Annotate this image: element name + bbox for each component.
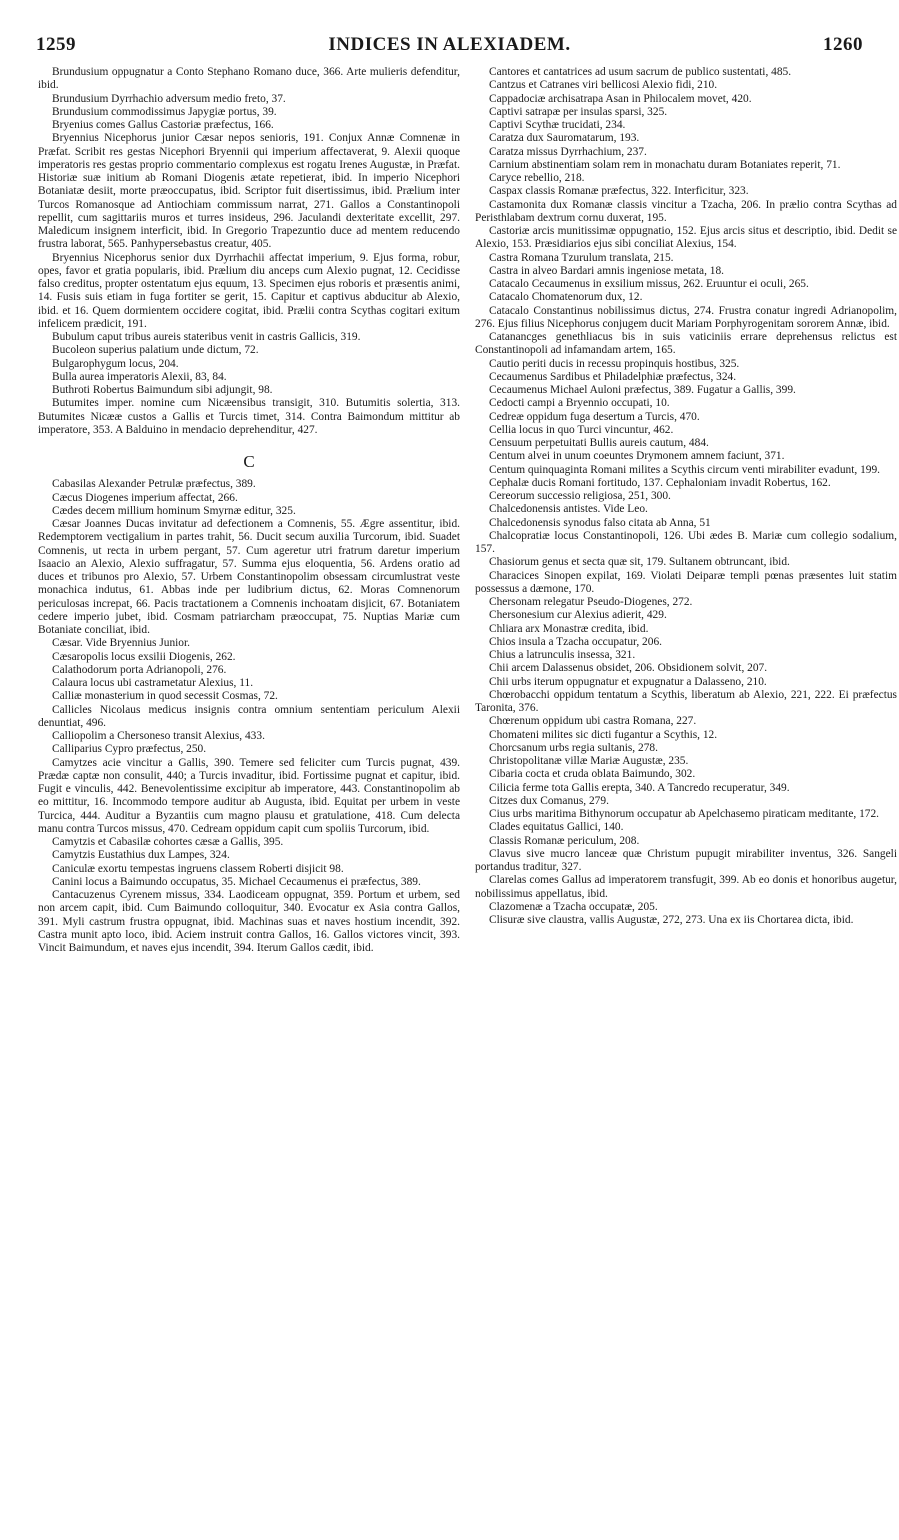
index-entry: Catacalo Constantinus nobilissimus dictus, 274. Frustra conatur ingredi Adrianopolim, 276. Ejus filius Nicephorus conjugem ducit Mariam Porphyrogenitam sororem Annæ, ibid. [475, 304, 897, 330]
index-entry: Cecaumenus Sardibus et Philadelphiæ præfectus, 324. [489, 370, 737, 383]
left-column-number: 1259 [36, 34, 76, 55]
index-entry: Cantzus et Catranes viri bellicosi Alexio fidi, 210. [489, 79, 718, 92]
index-entry: Cantores et cantatrices ad usum sacrum de publico sustentati, 485. [489, 66, 792, 78]
index-entry: Cæsar. Vide Bryennius Junior. [52, 637, 191, 650]
index-entry: Chalcedonensis synodus falso citata ab Anna, 51 [489, 516, 711, 529]
index-entry: Canini locus a Baimundo occupatus, 35. Michael Cecaumenus ei præfectus, 389. [52, 875, 421, 888]
index-entry: Camytzis et Cabasilæ cohortes cæsæ a Gallis, 395. [52, 836, 284, 848]
entries-letter-c [38, 478, 460, 955]
index-entry: Chœrenum oppidum ubi castra Romana, 227. [489, 715, 697, 728]
index-entry: Cilicia ferme tota Gallis erepta, 340. A Tancredo recuperatur, 349. [489, 781, 790, 794]
index-entry: Cantacuzenus Cyrenem missus, 334. Laodiceam oppugnat, 359. Portum et urbem, sed non arcem capit, ibid. Cum Baimundo colloquitur, 340. Evocatur ex Asia contra Gallos, 391. Myli castrum frustra oppugnat, ibid. Machinas suas et naves hostium incendit, 392. Castra munit apto loco, ibid. Aciem instruit contra Gallos, 16. Gallos victores vincit, 393. Vincit Baimundum, et naves ejus incendit, 394. Iterum Gallos cædit, ibid. [38, 889, 460, 954]
index-entry: Caryce rebellio, 218. [489, 172, 585, 184]
index-entry: Cæsar Joannes Ducas invitatur ad defectionem a Comnenis, 55. Ægre assentitur, ibid. Redemptorem vectigalium in partes trahit, 56. Ducit secum auxilia Turcorum, ibid. Suadet Comnenis, ut recta in urbem pergant, 57. Cum ageretur utri fratrum daretur imperium Isaacio an Alexio, Alexio suffragatur, 57. Summa ejus eloquentia, 56. Ardens oratio ad duces et tribunos pro Alexio, 57. Urbem Constantinopolim obsessam circumlustrat veste monachica indutus, 61. Abbas inde per ludibrium dictus, 62. Moras Comnenorum periculosas increpat, 66. Pacis tractationem a Comnenis inchoatam disjicit, 67. Botaniatem cedere imperio jubet, ibid. Cosmam patriarcham præoccupat, 75. Nuptias Mariæ cum Botaniate conciliat, ibid. [38, 518, 460, 636]
index-entry: Chœrobacchi oppidum tentatum a Scythis, liberatum ab Alexio, 221, 222. Ei præfectus Taronita, 376. [475, 688, 897, 714]
index-entry: Catanancges genethliacus bis in suis vaticiniis errare deprehensus relictus est Constantinopoli ad infamandam artem, 165. [475, 331, 897, 357]
index-entry: Cibaria cocta et cruda oblata Baimundo, 302. [489, 768, 696, 781]
index-entry: Citzes dux Comanus, 279. [489, 794, 609, 807]
index-entry: Bubulum caput tribus aureis stateribus venit in castris Gallicis, 319. [52, 331, 361, 343]
index-entry: Buthroti Robertus Baimundum sibi adjungit, 98. [52, 384, 273, 396]
index-entry: Cæcus Diogenes imperium affectat, 266. [52, 491, 238, 504]
index-entry: Brundusium Dyrrhachio adversum medio freto, 37. [52, 92, 286, 105]
index-entry: Clades equitatus Gallici, 140. [489, 821, 624, 834]
index-entry: Chius a latrunculis insessa, 321. [489, 649, 636, 661]
index-entry: Castoriæ arcis munitissimæ oppugnatio, 152. Ejus arcis situs et descriptio, ibid. Dedit se Alexio, 153. Præsidiarios ejus sibi conciliat Alexius, 154. [475, 225, 897, 251]
index-entry: Chalcopratiæ locus Constantinopoli, 126. Ubi ædes B. Mariæ cum collegio sodalium, 157. [475, 529, 897, 555]
index-entry: Clazomenæ a Tzacha occupatæ, 205. [489, 900, 658, 913]
index-entry: Chersonesium cur Alexius adierit, 429. [489, 609, 667, 622]
index-entry: Brundusium commodissimus Japygiæ portus, 39. [52, 105, 277, 118]
index-entry: Captivi satrapæ per insulas sparsi, 325. [489, 105, 668, 118]
index-entry: Castra Romana Tzurulum translata, 215. [489, 251, 674, 264]
index-entry: Clisuræ sive claustra, vallis Augustæ, 272, 273. Una ex iis Chortarea dicta, ibid. [489, 914, 854, 926]
index-entry: Chii urbs iterum oppugnatur et expugnatur a Dalasseno, 210. [489, 675, 767, 688]
index-entry: Calliopolim a Chersoneso transit Alexius, 433. [52, 730, 265, 742]
index-entry: Chersonam relegatur Pseudo-Diogenes, 272. [489, 596, 693, 608]
index-entry: Calathodorum porta Adrianopoli, 276. [52, 663, 227, 676]
index-entry: Characices Sinopen expilat, 169. Violati Deiparæ templi pœnas præsentes luit statim possessus a dæmone, 170. [475, 569, 897, 595]
index-entry: Bulla aurea imperatoris Alexii, 83, 84. [52, 370, 227, 383]
index-entry: Camytzes acie vincitur a Gallis, 390. Temere sed feliciter cum Turcis pugnat, 439. Prædæ captæ non consulit, 440; a Turcis invaditur, ibid. Fortissime pugnat et capitur, ibid. Fugit e vinculis, 442. Benevolentissime excipitur ab imperatore, 443. Constantinopolim ab eo mittitur, 16. Incommodo tempore auditur ab Augusta, ibid. Equitat per urbem in veste Turcica, 444. Auditur a Byzantiis cum magno plausu et gratulatione, 418. Cum delecta manu contra Turcos missus, 470. Cedream oppidum capit cum spoliis Turcorum, ibid. [38, 756, 460, 835]
index-entry: Bulgarophygum locus, 204. [52, 357, 179, 370]
right-column [475, 66, 897, 927]
index-entry: Clavus sive mucro lanceæ quæ Christum pupugit mirabiliter inventus, 326. Sangeli portandus traditur, 327. [475, 847, 897, 873]
index-entry: Brundusium oppugnatur a Conto Stephano Romano duce, 366. Arte mulieris defenditur, ibid. [38, 66, 460, 92]
index-entry: Chalcedonensis antistes. Vide Leo. [489, 503, 648, 516]
index-entry: Cereorum successio religiosa, 251, 300. [489, 490, 671, 502]
index-entry: Cephalæ ducis Romani fortitudo, 137. Cephaloniam invadit Robertus, 162. [489, 476, 831, 489]
index-entry: Calaura locus ubi castrametatur Alexius, 11. [52, 677, 254, 689]
index-entry: Bryennius Nicephorus junior Cæsar nepos senioris, 191. Conjux Annæ Comnenæ in Præfat. Scribit res gestas Nicephori Bryennii qui imperium affectaverat, 9. Alexii quoque imperatoris res gestas proprio commentario complexus est rogatu Irenes Augustæ, in Præfat. Historiæ suæ initium ab Romani Diogenis ætate repetierat, ibid. In imperio Nicephori Botaniatæ desiit, morte præoccupatus, ibid. Scriptor fuit disertissimus, ibid. Prælium inter Turcos Romanosque ad Antiochiam commissum narrat, 271. Gallos a Constantinopoli repellit, cum sagittariis muros et turres insideus, 296. Jaculandi dexteritate excellit, 297. Maledicum insignem interficit, ibid. In Gregorio Trapezuntio duce ad mentem reducendo frustra laborat, 565. Panhypersebastus creatur, 405. [38, 132, 460, 251]
index-entry: Callicles Nicolaus medicus insignis contra omnium sententiam periculum Alexii denuntiat, 496. [38, 703, 460, 729]
index-entry: Bryenius comes Gallus Castoriæ præfectus, 166. [52, 119, 274, 131]
index-entry: Calliæ monasterium in quod secessit Cosmas, 72. [52, 690, 278, 703]
entries-letter-b [38, 66, 460, 437]
index-entry: Bucoleon superius palatium unde dictum, 72. [52, 344, 259, 357]
index-entry: Clarelas comes Gallus ad imperatorem transfugit, 399. Ab eo donis et honoribus augetur, nobilissimus appellatus, ibid. [475, 874, 897, 900]
page-header [36, 34, 863, 58]
index-entry: Caratza dux Sauromatarum, 193. [489, 132, 640, 145]
index-entry: Cædes decem millium hominum Smyrnæ editur, 325. [52, 504, 296, 517]
index-entry: Catacalo Chomatenorum dux, 12. [489, 291, 643, 304]
index-entry: Cius urbs maritima Bithynorum occupatur ab Apelchasemo piraticam meditante, 172. [489, 808, 880, 820]
index-entry: Chasiorum genus et secta quæ sit, 179. Sultanem obtruncant, ibid. [489, 556, 790, 569]
index-entry: Caniculæ exortu tempestas ingruens classem Roberti disjicit 98. [52, 862, 344, 875]
index-entry: Centum quinquaginta Romani milites a Scythis circum venti mirabiliter evadunt, 199. [489, 463, 881, 476]
index-entry: Cautio periti ducis in recessu propinquis hostibus, 325. [489, 357, 740, 370]
index-entry: Catacalo Cecaumenus in exsilium missus, 262. Eruuntur ei oculi, 265. [489, 278, 809, 290]
index-entry: Chios insula a Tzacha occupatur, 206. [489, 635, 662, 648]
index-entry: Carnium abstinentiam solam rem in monachatu duram Botaniates reperit, 71. [489, 158, 841, 171]
index-entry: Centum alvei in unum coeuntes Drymonem amnem faciunt, 371. [489, 450, 785, 463]
right-column-number: 1260 [823, 34, 863, 55]
index-entry: Chliara arx Monastræ credita, ibid. [489, 622, 649, 635]
index-entry: Caratza missus Dyrrhachium, 237. [489, 145, 647, 158]
entries-right-column [475, 66, 897, 927]
index-entry: Christopolitanæ villæ Mariæ Augustæ, 235. [489, 755, 689, 767]
index-entry: Castamonita dux Romanæ classis vincitur a Tzacha, 206. In prælio contra Scythas ad Peristhlabam dextrum cornu duxerat, 195. [475, 198, 897, 224]
page-title: INDICES IN ALEXIADEM. [328, 34, 571, 55]
section-letter-heading: C [243, 452, 255, 471]
index-entry: Cappadociæ archisatrapa Asan in Philocalem movet, 420. [489, 92, 752, 105]
index-entry: Chorcsanum urbs regia sultanis, 278. [489, 741, 658, 754]
index-entry: Captivi Scythæ trucidati, 234. [489, 119, 626, 131]
index-entry: Censuum perpetuitati Bullis aureis cautum, 484. [489, 437, 709, 449]
left-column [38, 66, 460, 955]
index-entry: Castra in alveo Bardari amnis ingeniose metata, 18. [489, 264, 725, 277]
index-entry: Chomateni milites sic dicti fugantur a Scythis, 12. [489, 728, 718, 741]
index-entry: Classis Romanæ periculum, 208. [489, 834, 640, 847]
index-entry: Camytzis Eustathius dux Lampes, 324. [52, 849, 230, 862]
index-entry: Bryennius Nicephorus senior dux Dyrrhachii affectat imperium, 9. Ejus forma, robur, opes, favor et gratia popularis, ibid. Prælium diu anceps cum Alexio pugnat, 12. Cecidisse falso creditus, propter ostentatum ejus equum, 13. Specimen ejus roboris et præsentis animi, 14. Fusis suis etiam in fuga fortiter se gerit, 15. Capitur et captivus abducitur ab Alexio, ibid. et 16. Quem dormientem occidere cogitat, ibid. Prælii contra Scythas cogitari exitum infelicem prædicit, 191. [38, 251, 460, 330]
index-entry: Cedocti campi a Bryennio occupati, 10. [489, 397, 670, 410]
index-entry: Calliparius Cypro præfectus, 250. [52, 743, 207, 756]
index-entry: Cecaumenus Michael Auloni præfectus, 389. Fugatur a Gallis, 399. [489, 384, 796, 396]
index-entry: Caspax classis Romanæ præfectus, 322. Interficitur, 323. [489, 185, 749, 198]
index-entry: Cedreæ oppidum fuga desertum a Turcis, 470. [489, 410, 700, 423]
index-entry: Chii arcem Dalassenus obsidet, 206. Obsidionem solvit, 207. [489, 662, 768, 675]
index-entry: Cæsaropolis locus exsilii Diogenis, 262. [52, 650, 236, 663]
index-entry: Butumites imper. nomine cum Nicæensibus transigit, 310. Butumitis solertia, 313. Butumites Nicææ custos a Gallis et Turcis timet, 314. Contra Baimondum mittitur ab imperatore, 353. A Balduino in mendacio deprehenditur, 427. [38, 397, 460, 436]
index-entry: Cellia locus in quo Turci vincuntur, 462. [489, 423, 674, 436]
index-entry: Cabasilas Alexander Petrulæ præfectus, 389. [52, 478, 256, 491]
